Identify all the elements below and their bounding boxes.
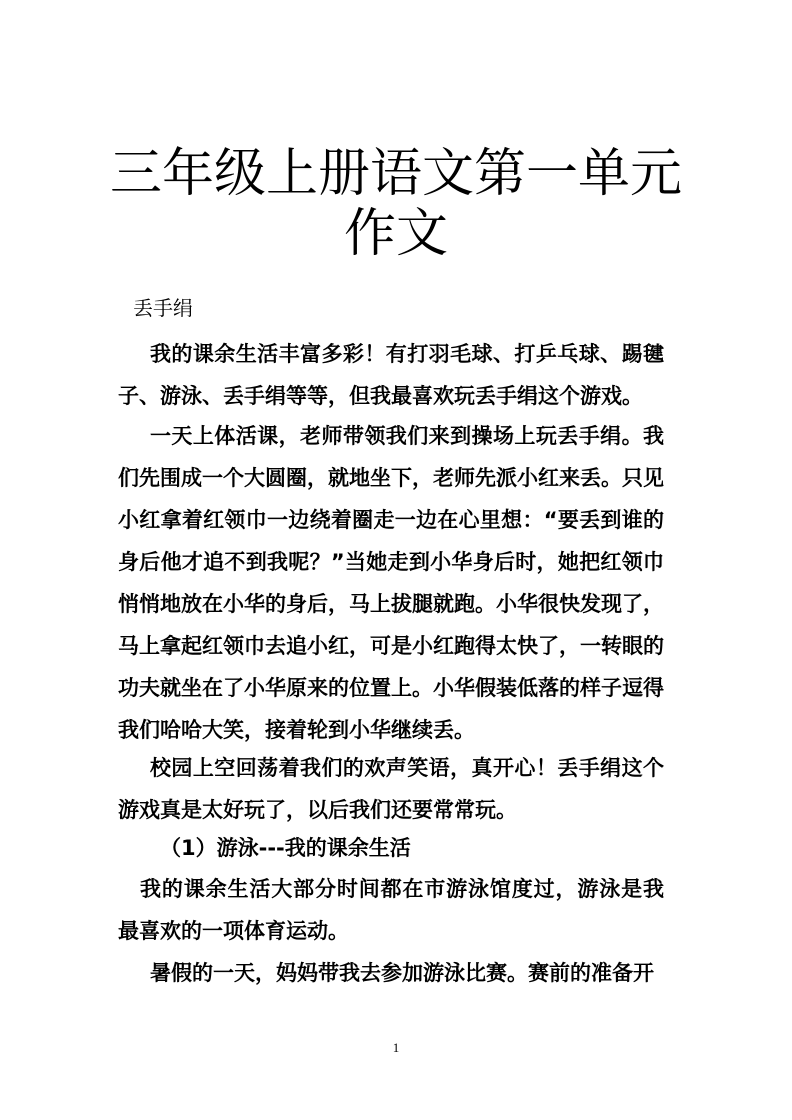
section-paragraph-1: 我的课余生活大部分时间都在市游泳馆度过，游泳是我最喜欢的一项体育运动。 bbox=[118, 877, 664, 943]
essay-subtitle: 丢手绢 bbox=[133, 296, 193, 320]
paragraph-2: 一天上体活课，老师带领我们来到操场上玩丢手绢。我们先围成一个大圆圈，就地坐下，老师先派小红来丢。只见小红拿着红领巾一边绕着圈走一边在心里想：“要丢到谁的身后他才追不到我呢？”当她走到小华身后时，她把红领巾悄悄地放在小华的身后，马上拔腿就跑。小华很快发现了，马上拿起红领巾去追小红，可是小红跑得太快了，一转眼的功夫就坐在了小华原来的位置上。小华假装低落的样子逗得我们哈哈大笑，接着轮到小华继续丢。 bbox=[118, 424, 664, 742]
document-title-line-2: 作文 bbox=[343, 204, 448, 264]
section-paragraph-2: 暑假的一天，妈妈带我去参加游泳比赛。赛前的准备开 bbox=[150, 961, 654, 985]
document-title-line-1: 三年级上册语文第一单元 bbox=[110, 144, 683, 204]
paragraph-3: 校园上空回荡着我们的欢声笑语，真开心！丢手绢这个游戏真是太好玩了，以后我们还要常常玩。 bbox=[118, 756, 664, 822]
page-number: 1 bbox=[392, 1040, 400, 1055]
section-heading: （1）游泳---我的课余生活 bbox=[160, 836, 411, 860]
paragraph-1: 我的课余生活丰富多彩！有打羽毛球、打乒乓球、踢毽子、游泳、丢手绢等等，但我最喜欢玩丢手绢这个游戏。 bbox=[118, 342, 664, 408]
